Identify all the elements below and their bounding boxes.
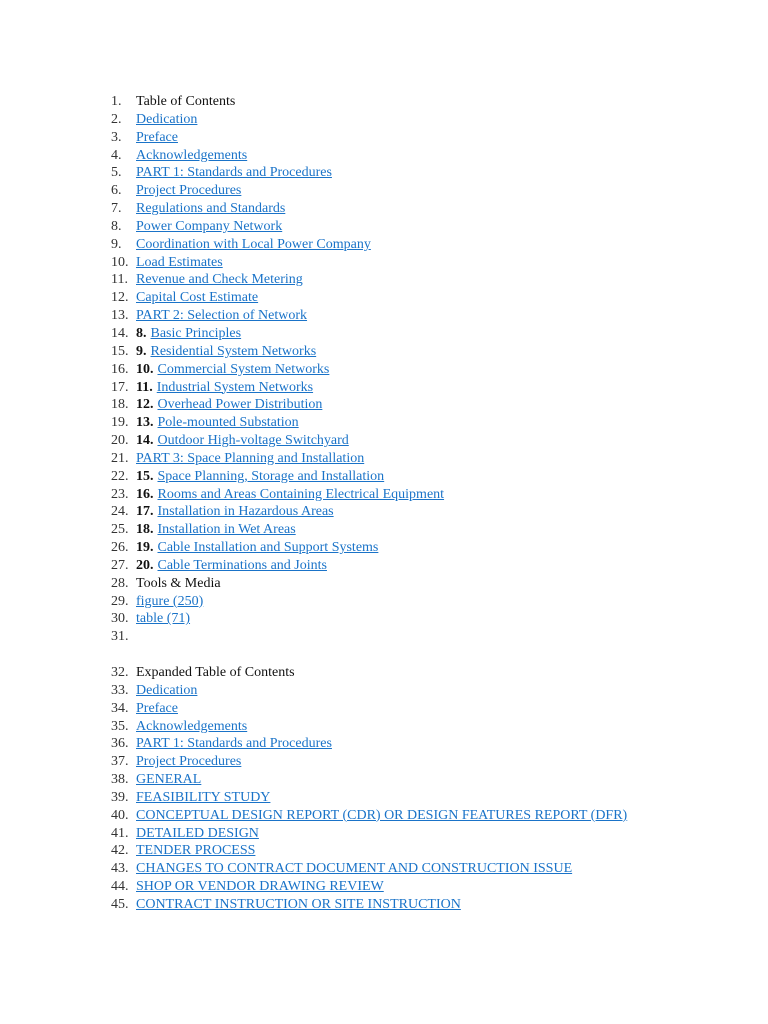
list-item (111, 628, 751, 646)
toc-link[interactable]: PART 2: Selection of Network (136, 308, 308, 324)
toc-link[interactable]: Installation in Hazardous Areas (157, 504, 334, 520)
list-item[interactable] (111, 343, 751, 361)
list-item-number: 22. (111, 468, 129, 484)
toc-link[interactable]: Preface (136, 700, 178, 716)
toc-link[interactable]: DETAILED DESIGN (136, 825, 259, 841)
toc-link[interactable]: Space Planning, Storage and Installation (157, 468, 385, 484)
list-item[interactable] (111, 771, 751, 789)
chapter-number: 17. (136, 504, 154, 520)
list-item-number: 36. (111, 736, 129, 752)
list-item[interactable] (111, 878, 751, 896)
toc-link[interactable]: Acknowledgements (136, 147, 248, 163)
list-item[interactable] (111, 164, 751, 182)
chapter-number: 18. (136, 522, 154, 538)
list-item[interactable] (111, 842, 751, 860)
chapter-number: 19. (136, 540, 154, 556)
list-item[interactable] (111, 807, 751, 825)
list-item-number: 13. (111, 308, 129, 324)
list-item-number: 20. (111, 433, 129, 449)
list-item[interactable] (111, 682, 751, 700)
list-item[interactable] (111, 361, 751, 379)
list-item-number: 2. (111, 111, 122, 127)
list-item-number: 34. (111, 700, 129, 716)
toc-link[interactable]: CONCEPTUAL DESIGN REPORT (CDR) OR DESIGN FEATURES REPORT (DFR) (136, 807, 628, 823)
list-item-number: 14. (111, 325, 129, 341)
chapter-number: 10. (136, 361, 154, 377)
list-item-number: 31. (111, 629, 129, 645)
list-item-number: 8. (111, 218, 122, 234)
toc-link[interactable]: Load Estimates (136, 254, 223, 270)
toc-link[interactable]: CHANGES TO CONTRACT DOCUMENT AND CONSTRUCTION ISSUE (136, 861, 573, 877)
list-item (111, 93, 751, 111)
chapter-number: 20. (136, 557, 154, 573)
list-item[interactable] (111, 182, 751, 200)
toc-link[interactable]: Dedication (136, 682, 198, 698)
toc-link[interactable]: Rooms and Areas Containing Electrical Equipment (157, 486, 445, 502)
list-item[interactable] (111, 557, 751, 575)
list-item[interactable] (111, 129, 751, 147)
list-item-number: 40. (111, 807, 129, 823)
list-item[interactable] (111, 218, 751, 236)
list-item-number: 16. (111, 361, 129, 377)
toc-link[interactable]: FEASIBILITY STUDY (136, 789, 271, 805)
list-item-number: 19. (111, 415, 129, 431)
list-item[interactable] (111, 254, 751, 272)
list-item-number: 23. (111, 486, 129, 502)
list-item-number: 6. (111, 183, 122, 199)
list-item-number: 7. (111, 201, 122, 217)
list-item-number: 26. (111, 540, 129, 556)
list-item-number: 11. (111, 272, 128, 288)
list-item-number: 24. (111, 504, 129, 520)
chapter-number: 14. (136, 433, 154, 449)
toc-link[interactable]: Overhead Power Distribution (157, 397, 323, 413)
toc-link[interactable]: Project Procedures (136, 183, 242, 199)
list-item[interactable] (111, 735, 751, 753)
list-item-number: 35. (111, 718, 129, 734)
toc-link[interactable]: Pole-mounted Substation (157, 415, 299, 431)
list-item[interactable] (111, 200, 751, 218)
toc-link[interactable]: PART 1: Standards and Procedures (136, 165, 332, 181)
table-of-contents-list (111, 93, 751, 914)
list-item[interactable] (111, 503, 751, 521)
chapter-number: 11. (136, 379, 153, 395)
list-item-number: 3. (111, 129, 122, 145)
list-item-number: 42. (111, 843, 129, 859)
list-item-number: 27. (111, 557, 129, 573)
list-item[interactable] (111, 379, 751, 397)
chapter-number: 12. (136, 397, 154, 413)
list-item-number: 18. (111, 397, 129, 413)
list-item[interactable] (111, 860, 751, 878)
list-item[interactable] (111, 718, 751, 736)
list-item[interactable] (111, 396, 751, 414)
chapter-number: 13. (136, 415, 154, 431)
list-item-number: 33. (111, 682, 129, 698)
list-item[interactable] (111, 468, 751, 486)
chapter-number: 9. (136, 343, 147, 359)
list-item[interactable] (111, 789, 751, 807)
list-item[interactable] (111, 521, 751, 539)
list-item[interactable] (111, 147, 751, 165)
toc-heading: Table of Contents (136, 94, 236, 109)
list-item-number: 32. (111, 665, 129, 680)
list-item-number: 15. (111, 343, 129, 359)
list-item (111, 664, 751, 682)
toc-link[interactable]: Cable Installation and Support Systems (157, 540, 379, 556)
list-item-number: 4. (111, 147, 122, 163)
list-item[interactable] (111, 432, 751, 450)
toc-link[interactable]: Revenue and Check Metering (136, 272, 303, 288)
list-item[interactable] (111, 414, 751, 432)
list-item-number: 17. (111, 379, 129, 395)
list-item[interactable] (111, 700, 751, 718)
chapter-number: 15. (136, 468, 154, 484)
toc-link[interactable]: Power Company Network (136, 218, 283, 234)
list-item (111, 646, 751, 664)
toc-link[interactable]: Basic Principles (150, 325, 242, 341)
list-item[interactable] (111, 896, 751, 914)
list-item-number: 25. (111, 522, 129, 538)
toc-link[interactable]: PART 1: Standards and Procedures (136, 736, 332, 752)
toc-link[interactable]: GENERAL (136, 772, 202, 788)
toc-link[interactable]: Outdoor High-voltage Switchyard (157, 433, 349, 449)
list-item[interactable] (111, 539, 751, 557)
toc-link[interactable]: CONTRACT INSTRUCTION OR SITE INSTRUCTION (136, 896, 461, 912)
toc-link[interactable]: Project Procedures (136, 754, 242, 770)
toc-link[interactable]: Industrial System Networks (156, 379, 314, 395)
list-item[interactable] (111, 325, 751, 343)
toc-link[interactable]: PART 3: Space Planning and Installation (136, 450, 365, 466)
list-item-number: 44. (111, 879, 129, 895)
toc-link[interactable]: Preface (136, 129, 178, 145)
list-item-number: 5. (111, 165, 122, 181)
toc-link[interactable]: Installation in Wet Areas (157, 522, 296, 538)
toc-link[interactable]: Commercial System Networks (157, 361, 330, 377)
list-item[interactable] (111, 610, 751, 628)
toc-link[interactable]: Residential System Networks (150, 343, 317, 359)
list-item[interactable] (111, 753, 751, 771)
toc-link[interactable]: Dedication (136, 111, 198, 127)
list-item[interactable] (111, 289, 751, 307)
toc-link[interactable]: figure (250) (136, 593, 204, 609)
list-item[interactable] (111, 593, 751, 611)
toc-link[interactable]: Acknowledgements (136, 718, 248, 734)
list-item[interactable] (111, 111, 751, 129)
list-item-number: 45. (111, 896, 129, 912)
chapter-number: 16. (136, 486, 154, 502)
toc-heading: Expanded Table of Contents (136, 665, 295, 680)
list-item[interactable] (111, 486, 751, 504)
list-item-number: 43. (111, 861, 129, 877)
toc-heading: Tools & Media (136, 575, 221, 591)
toc-link[interactable]: Capital Cost Estimate (136, 290, 259, 306)
list-item[interactable] (111, 450, 751, 468)
list-item-number: 12. (111, 290, 129, 306)
list-item-number: 41. (111, 825, 129, 841)
list-item[interactable] (111, 825, 751, 843)
list-item (111, 575, 751, 593)
toc-link[interactable]: TENDER PROCESS (136, 843, 256, 859)
list-item-number: 39. (111, 789, 129, 805)
list-item-number: 28. (111, 575, 129, 591)
toc-link[interactable]: Coordination with Local Power Company (136, 236, 371, 252)
toc-link[interactable]: table (71) (136, 611, 191, 627)
list-item-number: 29. (111, 593, 129, 609)
toc-link[interactable]: SHOP OR VENDOR DRAWING REVIEW (136, 879, 384, 895)
list-item-number: 9. (111, 236, 122, 252)
list-item-number: 21. (111, 450, 129, 466)
list-item-number: 30. (111, 611, 129, 627)
list-item[interactable] (111, 236, 751, 254)
list-item-number: 38. (111, 772, 129, 788)
toc-link[interactable]: Cable Terminations and Joints (157, 557, 327, 573)
list-item[interactable] (111, 271, 751, 289)
list-item-number: 1. (111, 94, 122, 109)
toc-link[interactable]: Regulations and Standards (136, 201, 286, 217)
list-item[interactable] (111, 307, 751, 325)
chapter-number: 8. (136, 325, 147, 341)
list-item-number: 37. (111, 754, 129, 770)
list-item-number: 10. (111, 254, 129, 270)
